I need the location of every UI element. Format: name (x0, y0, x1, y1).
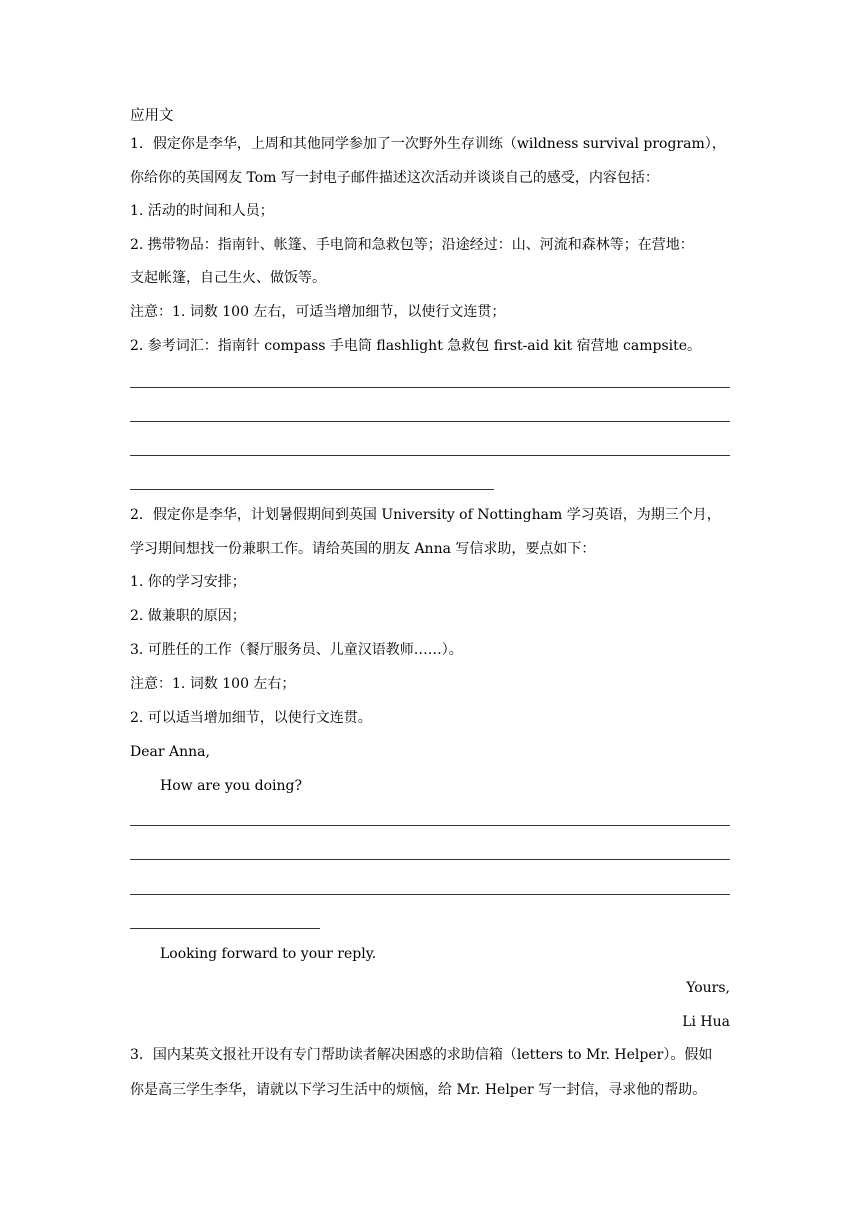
q1-prompt-line1: 1．假定你是李华，上周和其他同学参加了一次野外生存训练（wildness survival program）， (130, 136, 726, 152)
q2-point1: 1. 你的学习安排； (130, 574, 246, 590)
q2-point2: 2. 做兼职的原因； (130, 608, 246, 624)
letter-closing: Looking forward to your reply. (160, 946, 377, 962)
q2-prompt-line2: 学习期间想找一份兼职工作。请给英国的朋友 Anna 写信求助，要点如下： (130, 541, 596, 557)
section-title: 应用文 (130, 108, 174, 124)
q1-prompt-line2: 你给你的英国网友 Tom 写一封电子邮件描述这次活动并谈谈自己的感受，内容包括： (130, 170, 659, 186)
letter-opening: How are you doing? (160, 778, 303, 794)
q1-point1: 1. 活动的时间和人员； (130, 203, 274, 219)
answer-line (130, 894, 730, 895)
q2-note1: 注意：1. 词数 100 左右； (130, 676, 296, 692)
answer-line (130, 928, 320, 929)
q2-note2: 2. 可以适当增加细节，以使行文连贯。 (130, 710, 372, 726)
q1-note1: 注意：1. 词数 100 左右，可适当增加细节，以使行文连贯； (130, 304, 506, 320)
answer-line (130, 421, 730, 422)
answer-line (130, 489, 494, 490)
q3-prompt-line2: 你是高三学生李华，请就以下学习生活中的烦恼，给 Mr. Helper 写一封信，寻求他的帮助。 (130, 1082, 707, 1098)
answer-line (130, 825, 730, 826)
letter-signature: Li Hua (682, 1014, 730, 1030)
letter-signoff: Yours, (686, 980, 730, 996)
q3-prompt-line1: 3．国内某英文报社开设有专门帮助读者解决困惑的求助信箱（letters to Mr. Helper）。假如 (130, 1047, 713, 1063)
q1-point2b: 支起帐篷，自己生火、做饭等。 (130, 270, 326, 286)
answer-line (130, 387, 730, 388)
q2-point3: 3. 可胜任的工作（餐厅服务员、儿童汉语教师……）。 (130, 642, 463, 658)
answer-line (130, 455, 730, 456)
q2-prompt-line1: 2．假定你是李华，计划暑假期间到英国 University of Nottingham 学习英语，为期三个月， (130, 507, 721, 523)
answer-line (130, 859, 730, 860)
letter-salutation: Dear Anna, (130, 744, 210, 760)
q1-point2a: 2. 携带物品：指南针、帐篷、手电筒和急救包等；沿途经过：山、河流和森林等；在营地： (130, 237, 694, 253)
q1-note2: 2. 参考词汇：指南针 compass 手电筒 flashlight 急救包 first-aid kit 宿营地 campsite。 (130, 338, 702, 354)
